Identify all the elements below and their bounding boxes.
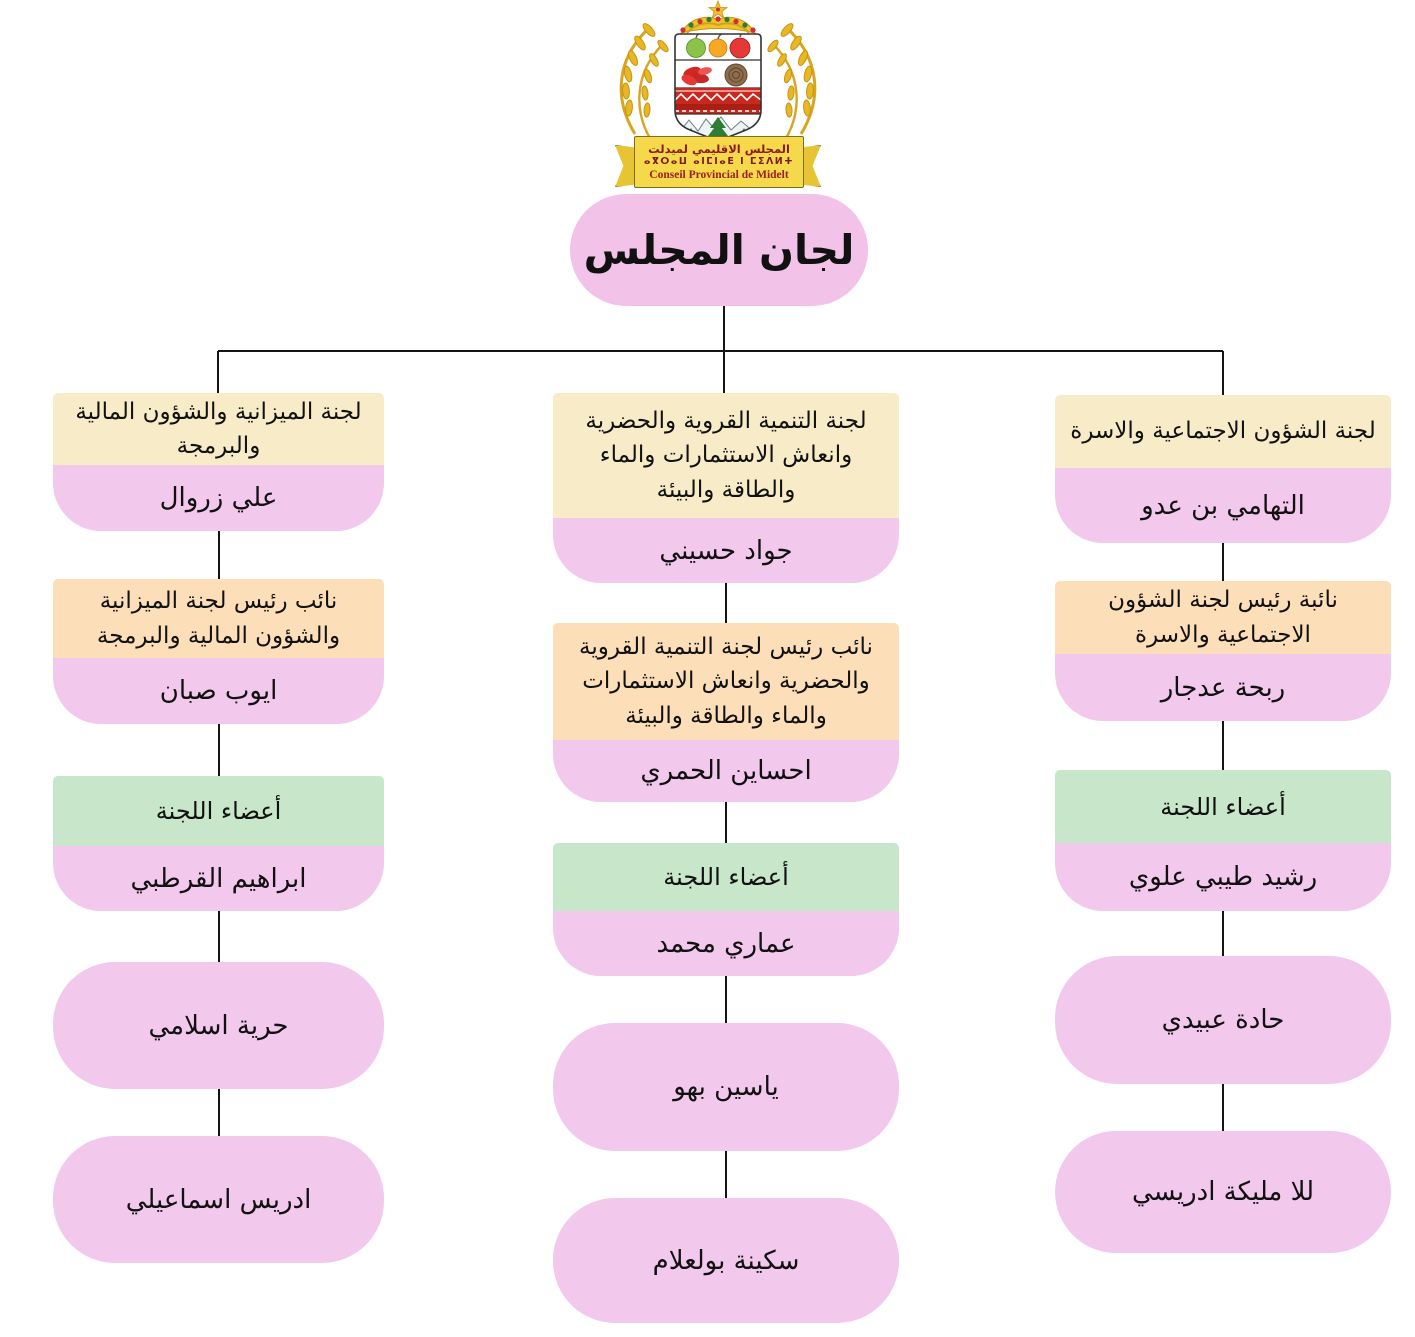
member-name: ياسين بهو bbox=[553, 1023, 899, 1151]
committee-box bbox=[53, 393, 384, 531]
chart-title: لجان المجلس bbox=[570, 194, 868, 306]
committee-box bbox=[553, 393, 899, 583]
connector-line bbox=[1222, 1084, 1224, 1131]
connector-line bbox=[725, 976, 727, 1023]
committee-header: لجنة الميزانية والشؤون المالية والبرمجة bbox=[53, 393, 384, 465]
connector-drop-right bbox=[1222, 351, 1224, 395]
member-name: حرية اسلامي bbox=[53, 962, 384, 1089]
member-name: ابراهيم القرطبي bbox=[53, 846, 384, 911]
connector-rail bbox=[218, 350, 1223, 352]
member-name: عماري محمد bbox=[553, 911, 899, 976]
council-logo bbox=[595, 0, 841, 188]
connector-line bbox=[725, 802, 727, 843]
connector-drop-middle bbox=[723, 351, 725, 393]
connector-line bbox=[725, 583, 727, 623]
column-development-committee bbox=[553, 393, 899, 1323]
members-box bbox=[53, 776, 384, 911]
connector-line bbox=[1222, 911, 1224, 956]
logo-banner bbox=[615, 136, 821, 188]
members-box bbox=[553, 843, 899, 976]
vice-president-title: نائب رئيس لجنة التنمية القروية والحضرية وانعاش الاستثمارات والماء والطاقة والبيئة bbox=[553, 623, 899, 740]
connector-drop-left bbox=[217, 351, 219, 393]
vice-president-name: احساين الحمري bbox=[553, 740, 899, 802]
member-name: حادة عبيدي bbox=[1055, 956, 1391, 1084]
banner-arabic-text: المجلس الاقليمي لميدلت bbox=[648, 141, 790, 156]
council-crest-icon bbox=[595, 0, 841, 142]
member-name: ادريس اسماعيلي bbox=[53, 1136, 384, 1263]
column-budget-committee bbox=[53, 393, 384, 1263]
connector-line bbox=[218, 911, 220, 962]
committee-president: التهامي بن عدو bbox=[1055, 468, 1391, 543]
member-name: سكينة بولعلام bbox=[553, 1198, 899, 1323]
members-label: أعضاء اللجنة bbox=[53, 776, 384, 846]
committee-header: لجنة التنمية القروية والحضرية وانعاش الاستثمارات والماء والطاقة والبيئة bbox=[553, 393, 899, 518]
vice-president-name: ايوب صبان bbox=[53, 658, 384, 724]
connector-line bbox=[1222, 721, 1224, 770]
connector-title-drop bbox=[723, 306, 725, 351]
member-name: للا مليكة ادريسي bbox=[1055, 1131, 1391, 1253]
committee-header: لجنة الشؤون الاجتماعية والاسرة bbox=[1055, 395, 1391, 468]
banner-panel bbox=[634, 136, 804, 188]
vice-president-title: نائبة رئيس لجنة الشؤون الاجتماعية والاسرة bbox=[1055, 581, 1391, 654]
connector-line bbox=[725, 1151, 727, 1198]
vice-president-box bbox=[1055, 581, 1391, 721]
connector-line bbox=[218, 724, 220, 776]
committee-box bbox=[1055, 395, 1391, 543]
members-box bbox=[1055, 770, 1391, 911]
connector-line bbox=[218, 1089, 220, 1136]
connector-line bbox=[218, 531, 220, 579]
vice-president-name: ربحة عدجار bbox=[1055, 654, 1391, 721]
members-label: أعضاء اللجنة bbox=[1055, 770, 1391, 843]
vice-president-title: نائب رئيس لجنة الميزانية والشؤون المالية والبرمجة bbox=[53, 579, 384, 658]
banner-french-text: Conseil Provincial de Midelt bbox=[649, 168, 789, 181]
vice-president-box bbox=[53, 579, 384, 724]
crown bbox=[680, 1, 755, 33]
member-name: رشيد طيبي علوي bbox=[1055, 843, 1391, 911]
connector-line bbox=[1222, 543, 1224, 581]
vice-president-box bbox=[553, 623, 899, 802]
column-social-committee bbox=[1055, 395, 1391, 1253]
carpet bbox=[675, 88, 761, 114]
members-label: أعضاء اللجنة bbox=[553, 843, 899, 911]
committee-president: علي زروال bbox=[53, 465, 384, 531]
banner-tifinagh-text: ⴰⴳⵔⴰⵡ ⴰⵏⵎⵏⴰⴹ ⵏ ⵎⵉⴷⵍⵜ bbox=[643, 156, 795, 168]
committee-president: جواد حسيني bbox=[553, 518, 899, 583]
